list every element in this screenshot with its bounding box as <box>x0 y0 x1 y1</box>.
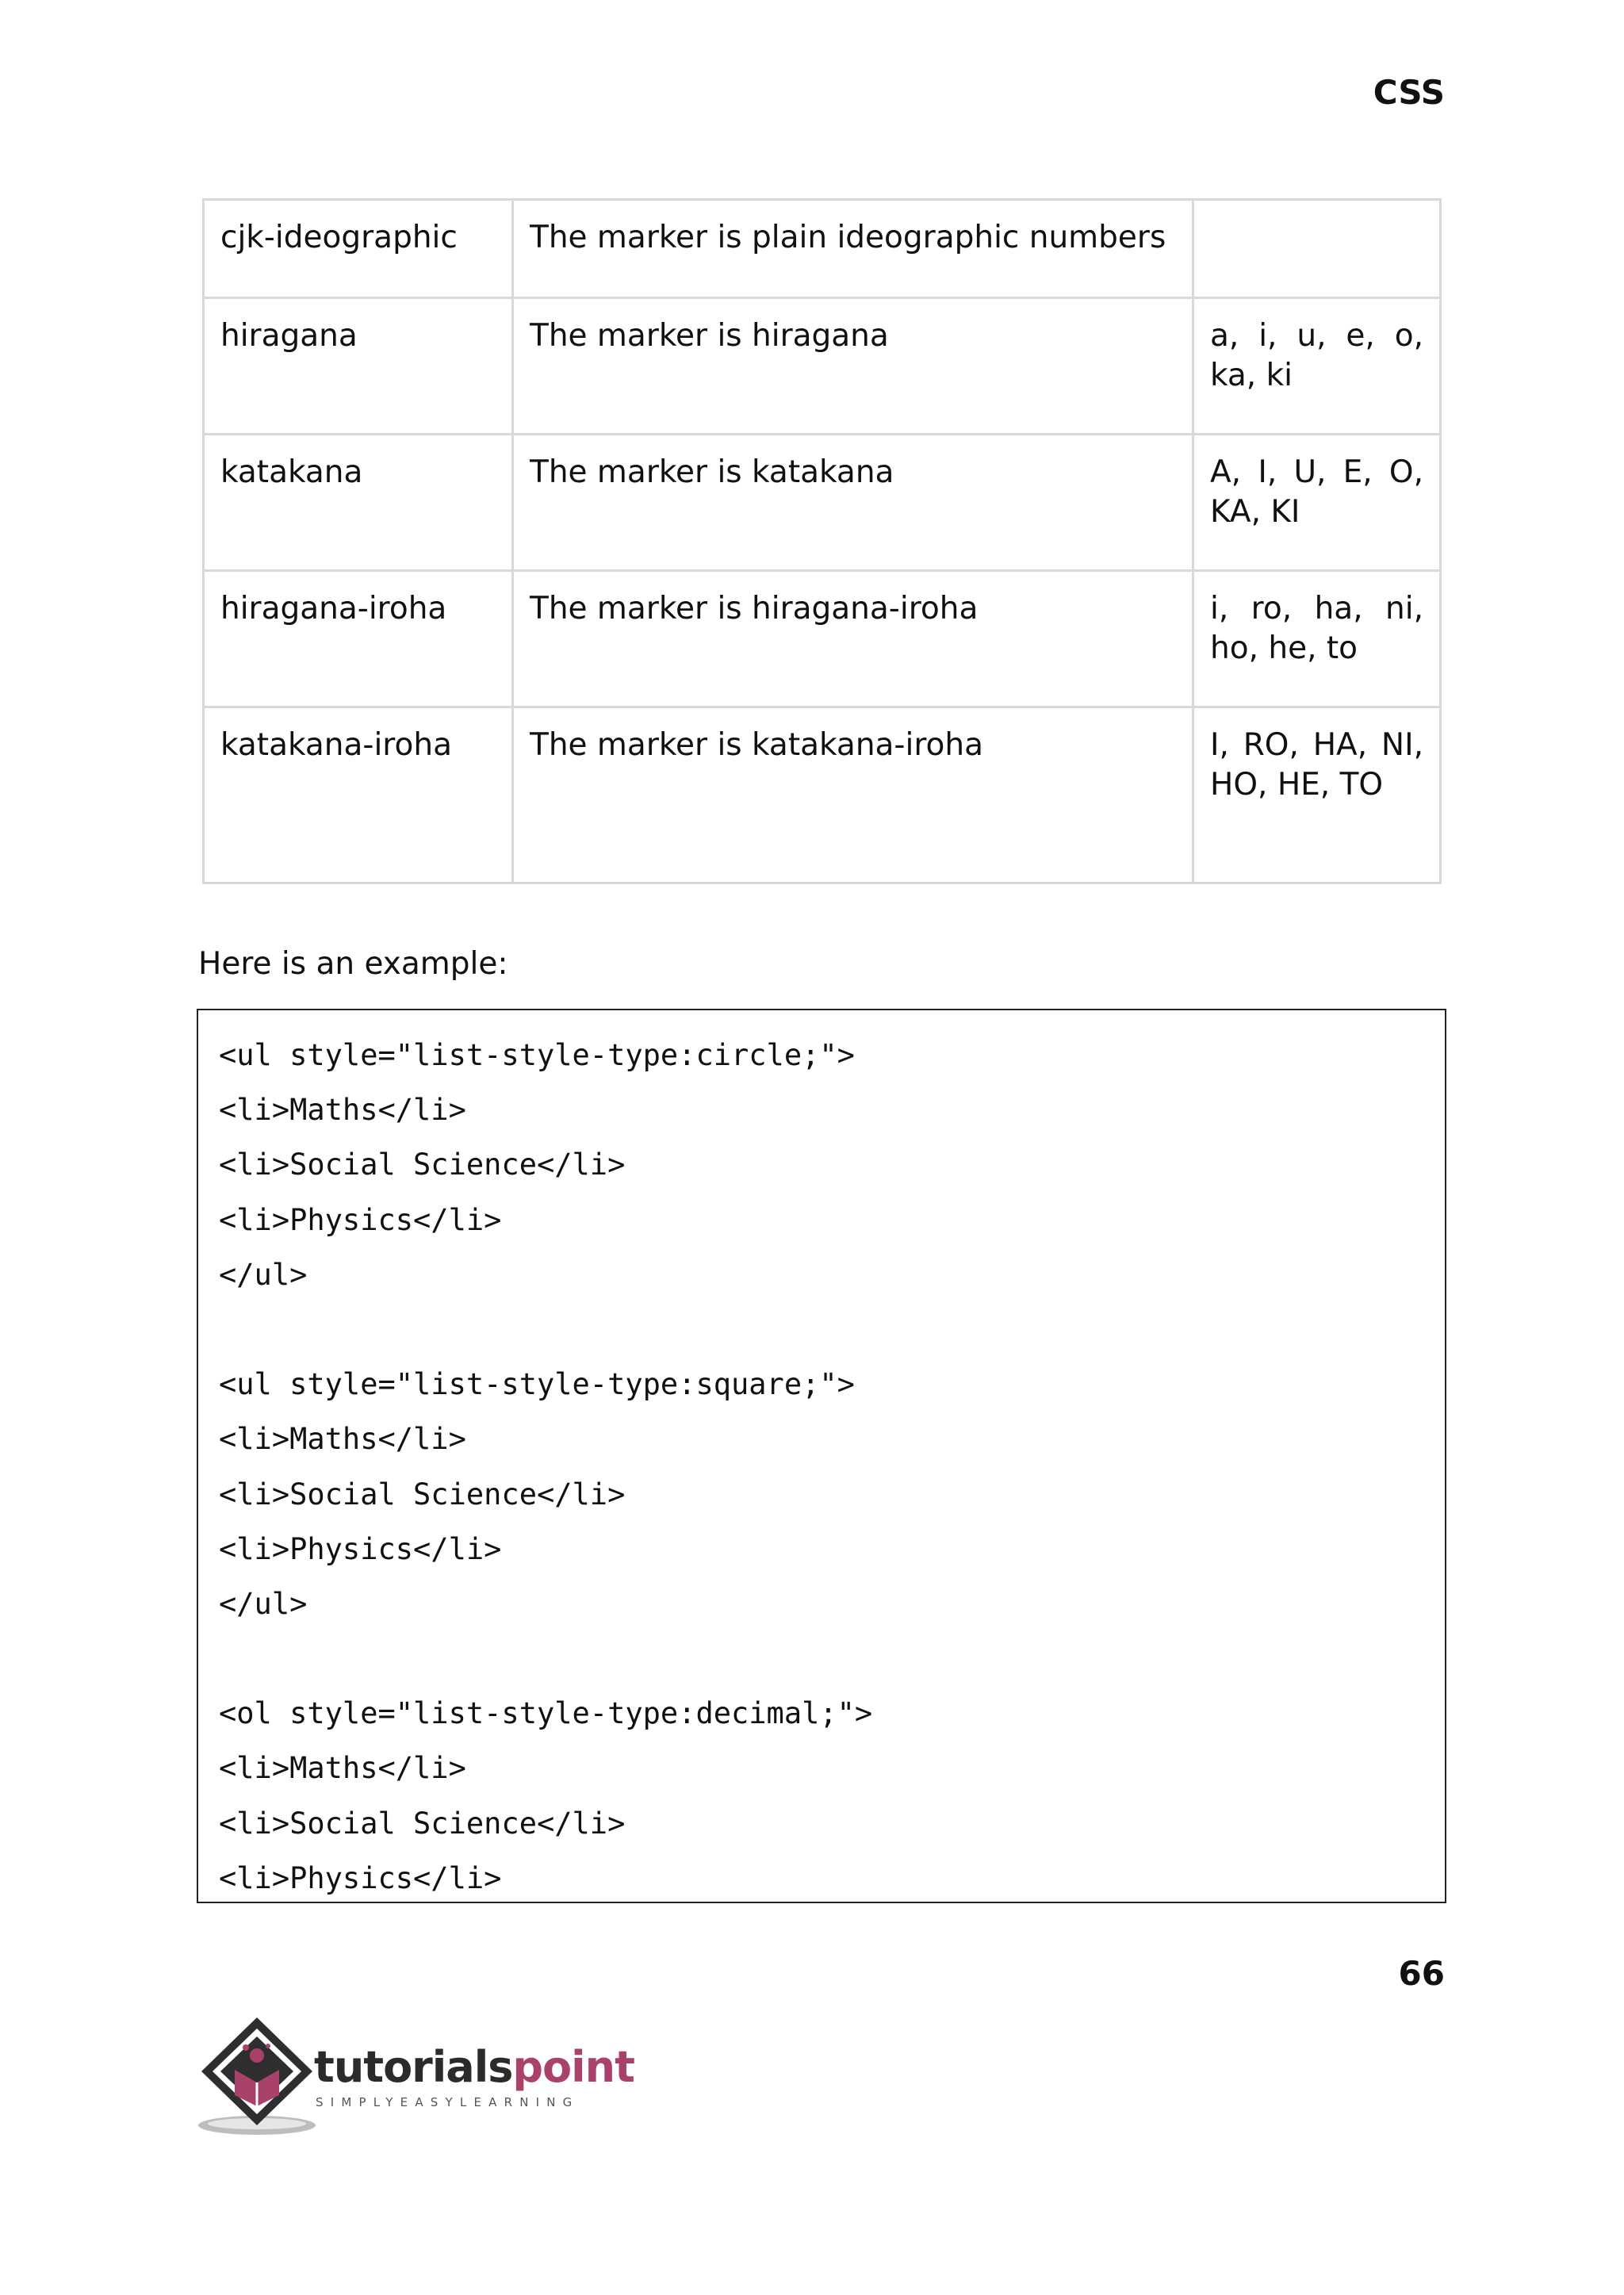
table-cell-example: A, I, U, E, O, KA, KI <box>1193 435 1441 571</box>
code-line <box>219 1302 1445 1357</box>
table-cell-value: cjk-ideographic <box>204 200 513 298</box>
logo-wordmark <box>314 2042 634 2092</box>
code-line: <li>Maths</li> <box>219 1093 466 1128</box>
logo-word-tutorials: tutorials <box>314 2042 513 2092</box>
tutorialspoint-logo <box>197 2014 634 2141</box>
code-line: <li>Maths</li> <box>219 1422 466 1457</box>
page-number: 66 <box>1398 1954 1445 1993</box>
logo-tagline: SIMPLYEASYLEARNING <box>316 2095 580 2109</box>
table-row <box>204 707 1441 883</box>
logo-emblem-icon <box>197 2014 324 2141</box>
code-line: <ul style="list-style-type:square;"> <box>219 1367 855 1402</box>
table-cell-value: katakana-iroha <box>204 707 513 883</box>
table-cell-example <box>1193 200 1441 298</box>
table-cell-description: The marker is katakana-iroha <box>513 707 1193 883</box>
code-line: </ul> <box>219 1257 308 1292</box>
code-line: <ul style="list-style-type:circle;"> <box>219 1038 855 1072</box>
code-example-box <box>197 1009 1446 1903</box>
table-cell-description: The marker is plain ideographic numbers <box>513 200 1193 298</box>
table-cell-description: The marker is hiragana <box>513 298 1193 435</box>
code-line: <ol style="list-style-type:decimal;"> <box>219 1696 873 1731</box>
code-line: <li>Physics</li> <box>219 1860 502 1895</box>
table-cell-value: katakana <box>204 435 513 571</box>
table-row <box>204 200 1441 298</box>
code-line: <li>Physics</li> <box>219 1531 502 1566</box>
table-row <box>204 435 1441 571</box>
example-intro-text: Here is an example: <box>198 946 508 982</box>
code-line: <li>Physics</li> <box>219 1202 502 1237</box>
table-cell-value: hiragana <box>204 298 513 435</box>
logo-word-point: point <box>512 2042 634 2092</box>
table-cell-example: a, i, u, e, o, ka, ki <box>1193 298 1441 435</box>
table-cell-description: The marker is hiragana-iroha <box>513 571 1193 707</box>
table-row <box>204 298 1441 435</box>
table-cell-example: I, RO, HA, NI, HO, HE, TO <box>1193 707 1441 883</box>
page-header-title: CSS <box>1373 73 1445 112</box>
table-cell-example: i, ro, ha, ni, ho, he, to <box>1193 571 1441 707</box>
code-line: <li>Social Science</li> <box>219 1148 626 1182</box>
code-line: <li>Social Science</li> <box>219 1477 626 1511</box>
code-line: <li>Social Science</li> <box>219 1806 626 1841</box>
table-cell-description: The marker is katakana <box>513 435 1193 571</box>
code-line: <li>Maths</li> <box>219 1751 466 1786</box>
code-line <box>219 1631 1445 1686</box>
table-cell-value: hiragana-iroha <box>204 571 513 707</box>
code-line: </ul> <box>219 1586 308 1621</box>
table-row <box>204 571 1441 707</box>
list-style-values-table <box>202 198 1442 884</box>
